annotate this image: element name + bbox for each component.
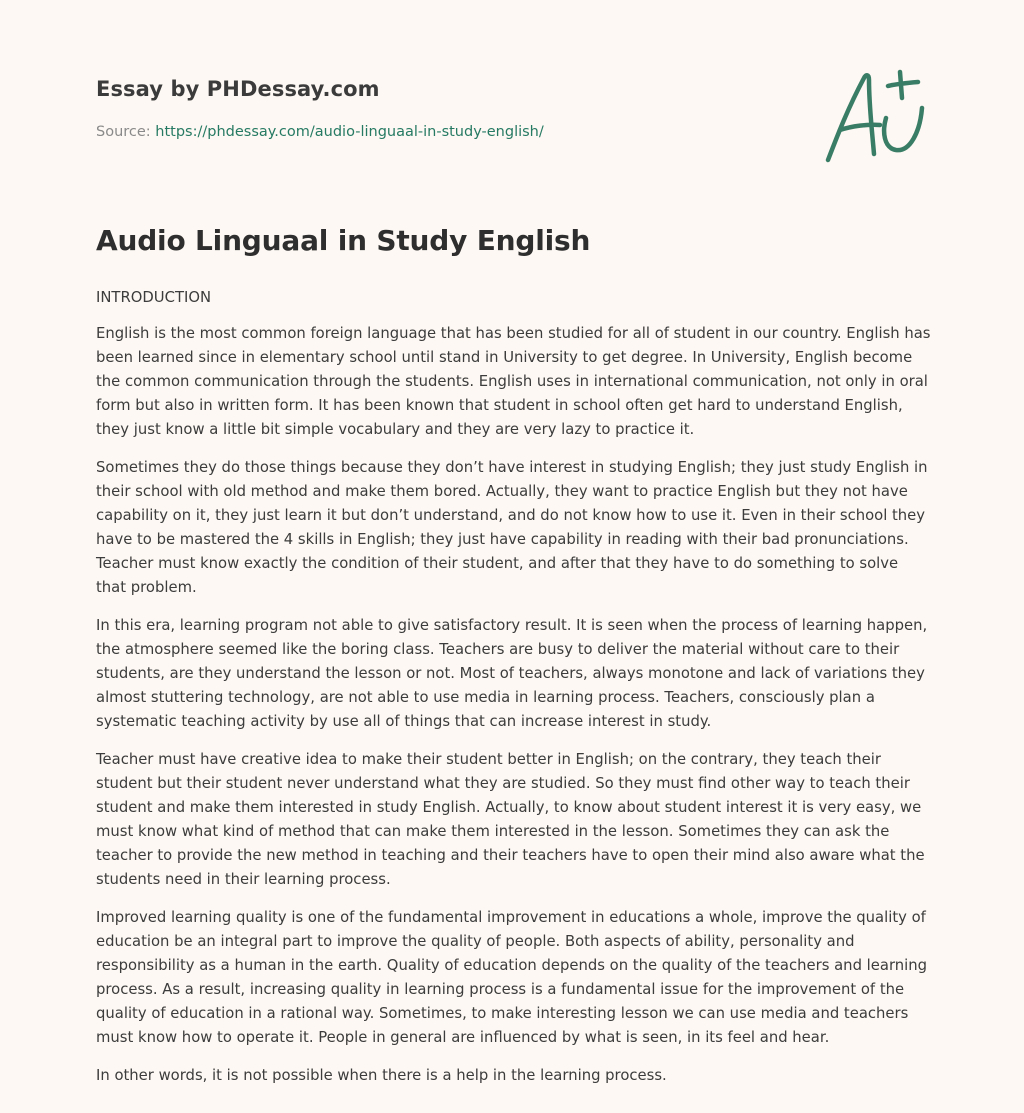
paragraph: In this era, learning program not able to give satisfactory result. It is seen when the process of learning happen, the atmosphere seemed like the boring class. Teachers are busy to deliver the material without care to their students, are they understand the lesson or not. Most of teachers, always monotone and lack of variations they almost stuttering technology, are not able to use media in learning process. Teachers, consciously plan a systematic teaching activity by use all of things that can increase interest in study. [96, 617, 928, 730]
source-line [96, 124, 544, 140]
paragraph: Improved learning quality is one of the fundamental improvement in educations a whole, improve the quality of education be an integral part to improve the quality of people. Both aspects of ability, personality and responsibility as a human in the earth. Quality of education depends on the quality of the teachers and learning process. As a result, increasing quality in learning process is a fundamental issue for the improvement of the quality of education in a rational way. Sometimes, to make interesting lesson we can use media and teachers must know how to operate it. People in general are influenced by what is seen, in its feel and hear. [96, 909, 928, 1046]
document-title: Audio Linguaal in Study English [96, 224, 591, 257]
source-link[interactable]: https://phdessay.com/audio-linguaal-in-study-english/ [155, 124, 544, 140]
section-heading: INTRODUCTION [96, 289, 212, 306]
paragraph: Teacher must have creative idea to make their student better in English; on the contrary, they teach their student but their student never understand what they are studied. So they must find other way to teach their student and make them interested in study English. Actually, to know about student interest it is very easy, we must know what kind of method that can make them interested in the lesson. Sometimes they can ask the teacher to provide the new method in teaching and their teachers have to open their mind also aware what the students need in their learning process. [96, 751, 925, 888]
paragraph: Sometimes they do those things because they don’t have interest in studying English; they just study English in their school with old method and make them bored. Actually, they want to practice English but they not have capability on it, they just learn it but don’t understand, and do not know how to use it. Even in their school they have to be mastered the 4 skills in English; they just have capability in reading with their bad pronunciations. Teacher must know exactly the condition of their student, and after that they have to do something to solve that problem. [96, 459, 928, 596]
paragraph: In other words, it is not possible when there is a help in the learning process. [96, 1067, 667, 1084]
site-title: Essay by PHDessay.com [96, 77, 380, 101]
document-body [96, 286, 932, 1102]
source-label: Source: [96, 124, 151, 140]
paragraph: English is the most common foreign language that has been studied for all of student in our country. English has been learned since in elementary school until stand in University to get degree. In University, English become the common communication through the students. English uses in international communication, not only in oral form but also in written form. It has been known that student in school often get hard to understand English, they just know a little bit simple vocabulary and they are very lazy to practice it. [96, 325, 931, 438]
a-plus-logo-icon [822, 68, 926, 164]
